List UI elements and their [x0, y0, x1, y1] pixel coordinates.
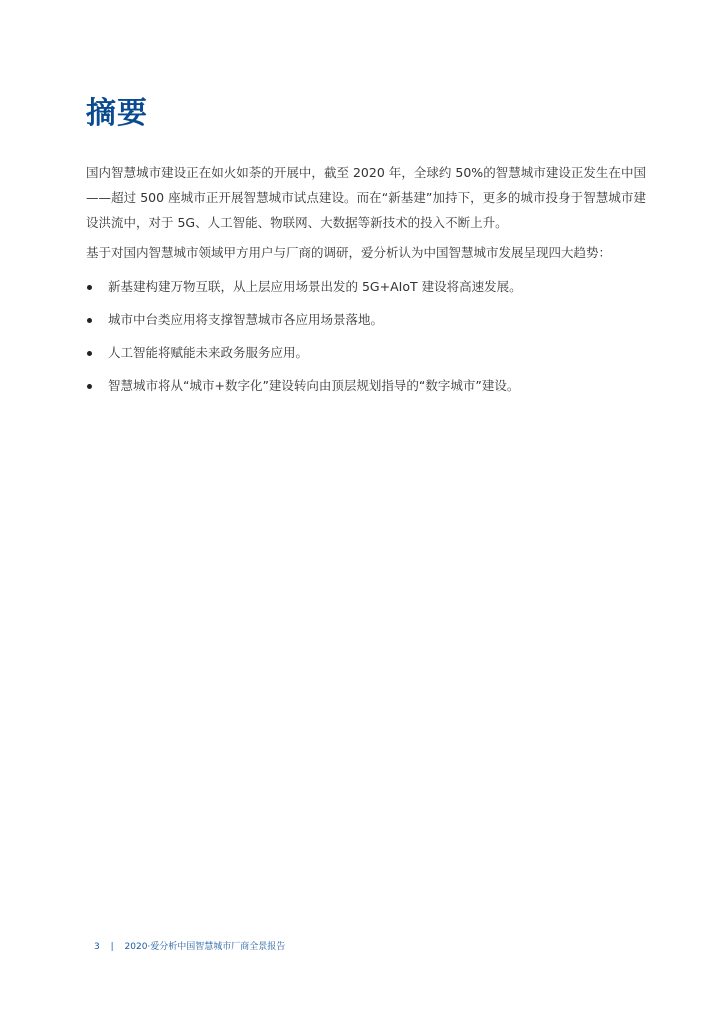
list-item — [86, 277, 646, 297]
list-item-text: 新基建构建万物互联，从上层应用场景出发的 5G+AIoT 建设将高速发展。 — [108, 279, 522, 294]
list-item — [86, 376, 646, 396]
report-title: 2020·爱分析中国智慧城市厂商全景报告 — [124, 942, 286, 952]
list-item-text: 城市中台类应用将支撑智慧城市各应用场景落地。 — [108, 312, 384, 327]
bullet-icon — [87, 285, 92, 290]
footer-separator: | — [110, 942, 114, 952]
bullet-icon — [87, 351, 92, 356]
page-title: 摘要 — [86, 96, 148, 131]
page-number: 3 — [94, 942, 100, 952]
list-item-text: 智慧城市将从“城市+数字化”建设转向由顶层规划指导的“数字城市”建设。 — [108, 378, 520, 393]
list-item — [86, 310, 646, 330]
intro-paragraph: 国内智慧城市建设正在如火如荼的开展中，截至 2020 年，全球约 50%的智慧城市建设正发生在中国——超过 500 座城市正开展智慧城市试点建设。而在“新基建”加持下，更多的城市投身于智慧城市建设洪流中，对于 5G、人工智能、物联网、大数据等新技术的投入不断上升。 — [86, 165, 646, 230]
bullet-icon — [87, 384, 92, 389]
list-item — [86, 343, 646, 363]
bullet-icon — [87, 318, 92, 323]
trends-intro-paragraph: 基于对国内智慧城市领域甲方用户与厂商的调研，爱分析认为中国智慧城市发展呈现四大趋势： — [86, 245, 612, 260]
trends-list — [86, 277, 646, 396]
page-footer — [94, 940, 285, 954]
list-item-text: 人工智能将赋能未来政务服务应用。 — [108, 345, 309, 360]
summary-content — [86, 160, 646, 409]
